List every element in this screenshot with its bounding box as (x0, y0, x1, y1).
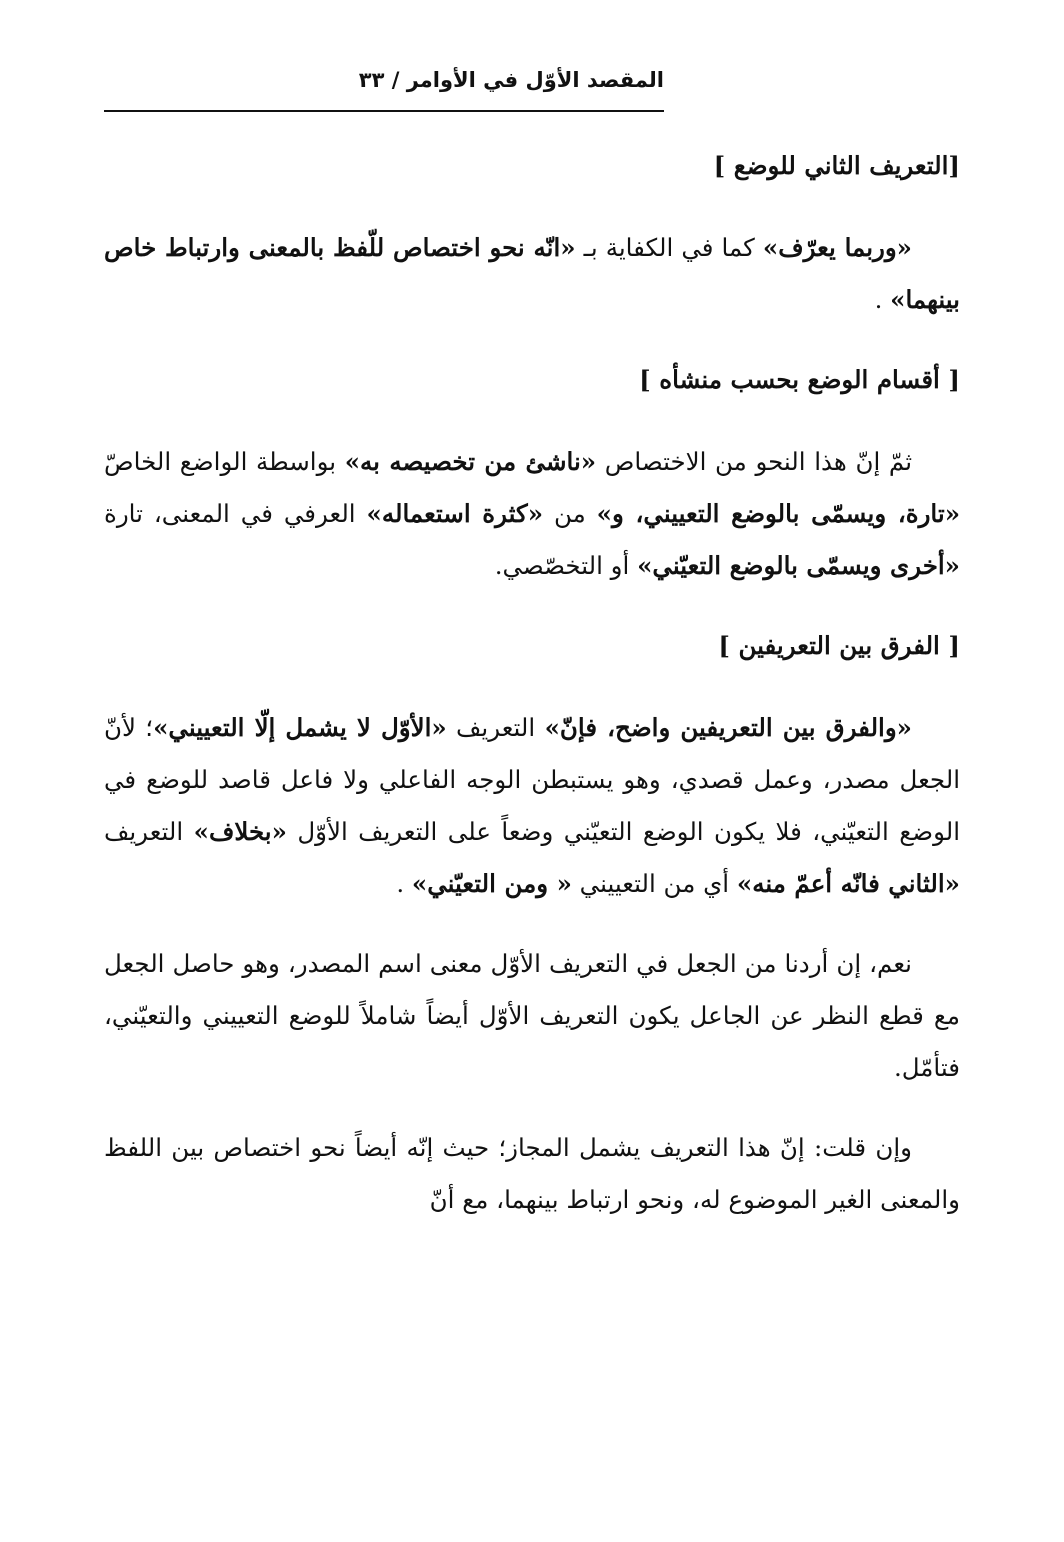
quoted-text: «ناشئ من تخصيصه به» (344, 447, 597, 476)
commentary-text: . (396, 869, 412, 898)
paragraph-difference (104, 702, 960, 910)
commentary-text: التعريف (104, 817, 194, 846)
quoted-text: «الأوّل لا يشمل إلّا التعييني» (153, 713, 447, 742)
quoted-text: « ومن التعيّني» (411, 869, 572, 898)
commentary-text: العرفي في المعنى، تارة (104, 499, 367, 528)
paragraph-types-of-wad (104, 436, 960, 592)
quoted-text: «وربما يعرّف» (762, 233, 912, 262)
paragraph-naam: نعم، إن أردنا من الجعل في التعريف الأوّل معنى اسم المصدر، وهو حاصل الجعل مع قطع النظر عن الجاعل يكون التعريف الأوّل أيضاً شاملاً للوضع التعييني والتعيّني، فتأمّل. (104, 949, 960, 1082)
quoted-text: «والفرق بين التعريفين واضح، فإنّ» (544, 713, 912, 742)
commentary-text: أو التخصّصي. (494, 551, 638, 580)
quoted-text: «كثرة استعماله» (366, 499, 544, 528)
commentary-text: أي من التعييني (571, 869, 737, 898)
commentary-text: التعريف (446, 713, 545, 742)
header-rule (104, 110, 664, 112)
quoted-text: «تارة، ويسمّى بالوضع التعييني، و» (596, 499, 961, 528)
quoted-text: «أخرى ويسمّى بالوضع التعيّني» (637, 551, 960, 580)
commentary-text: كما في الكفاية بـ (575, 233, 763, 262)
page-body (104, 140, 960, 1254)
running-header: المقصد الأوّل في الأوامر / ٣٣ (358, 68, 664, 92)
section-heading-difference: [ الفرق بين التعريفين ] (718, 631, 960, 660)
commentary-text: ثمّ إنّ هذا النحو من الاختصاص (596, 447, 913, 476)
quoted-text: «الثاني فانّه أعمّ منه» (736, 869, 960, 898)
paragraph-in-qulta: وإن قلت: إنّ هذا التعريف يشمل المجاز؛ حيث إنّه أيضاً نحو اختصاص بين اللفظ والمعنى الغير الموضوع له، ونحو ارتباط بينهما، مع أنّ (104, 1133, 960, 1214)
commentary-text: ؛ لأنّ الجعل مصدر، وعمل قصدي، وهو يستبطن الوجه الفاعلي ولا فاعل قاصد للوضع في الوضع التعيّني، فلا يكون الوضع التعيّني وضعاً على التعريف الأوّل (104, 713, 960, 846)
commentary-text: من (543, 499, 597, 528)
quoted-text: «بخلاف» (193, 817, 287, 846)
section-heading-types-of-wad: [ أقسام الوضع بحسب منشأه ] (639, 365, 960, 394)
paragraph-second-definition (104, 222, 960, 326)
quoted-text: «انّه نحو اختصاص للّفظ بالمعنى وارتباط خاص بينهما» (104, 233, 960, 314)
commentary-text: . (874, 285, 891, 314)
section-heading-second-definition: [التعريف الثاني للوضع ] (713, 151, 960, 180)
commentary-text: بواسطة الواضع الخاصّ (104, 447, 345, 476)
